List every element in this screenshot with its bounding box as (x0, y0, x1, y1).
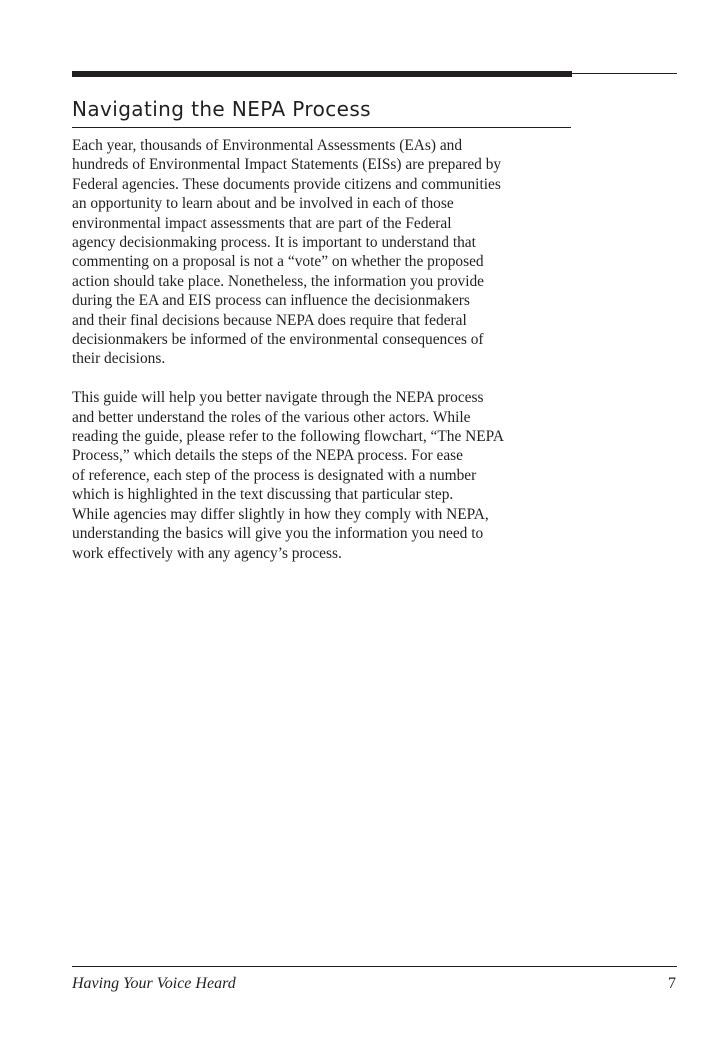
footer-rule (72, 966, 677, 967)
text-line: work effectively with any agency’s process. (72, 544, 342, 562)
paragraph-guide (72, 388, 592, 563)
text-line: Process,” which details the steps of the NEPA process. For ease (72, 447, 463, 465)
text-line: during the EA and EIS process can influence the decisionmakers (72, 292, 470, 310)
top-rule-thin (572, 73, 677, 74)
top-rule-thick (72, 71, 572, 77)
footer-title: Having Your Voice Heard (72, 975, 236, 992)
text-line: environmental impact assessments that are part of the Federal (72, 214, 452, 232)
text-line: and better understand the roles of the various other actors. While (72, 408, 471, 426)
text-line: which is highlighted in the text discussing that particular step. (72, 486, 454, 504)
text-line: commenting on a proposal is not a “vote” on whether the proposed (72, 253, 484, 271)
page-heading: Navigating the NEPA Process (72, 97, 371, 121)
text-line: and their final decisions because NEPA does require that federal (72, 311, 467, 329)
body-text (72, 136, 592, 582)
text-line: action should take place. Nonetheless, the information you provide (72, 272, 485, 290)
text-line: agency decisionmaking process. It is important to understand that (72, 234, 476, 252)
text-line: Federal agencies. These documents provide citizens and communities (72, 175, 501, 193)
text-line: Each year, thousands of Environmental Assessments (EAs) and (72, 137, 463, 154)
text-line: hundreds of Environmental Impact Statements (EISs) are prepared by (72, 156, 502, 174)
text-line: While agencies may differ slightly in how they comply with NEPA, (72, 505, 489, 523)
text-line: their decisions. (72, 350, 166, 368)
page-number: 7 (668, 975, 676, 992)
text-line: an opportunity to learn about and be involved in each of those (72, 195, 454, 213)
text-line: of reference, each step of the process is designated with a number (72, 466, 477, 484)
heading-rule (72, 127, 571, 128)
text-line: decisionmakers be informed of the environmental consequences of (72, 331, 484, 349)
text-line: reading the guide, please refer to the following flowchart, “The NEPA (72, 428, 504, 446)
text-line: understanding the basics will give you the information you need to (72, 525, 484, 543)
text-line: This guide will help you better navigate through the NEPA process (72, 389, 484, 407)
paragraph-intro (72, 136, 592, 369)
